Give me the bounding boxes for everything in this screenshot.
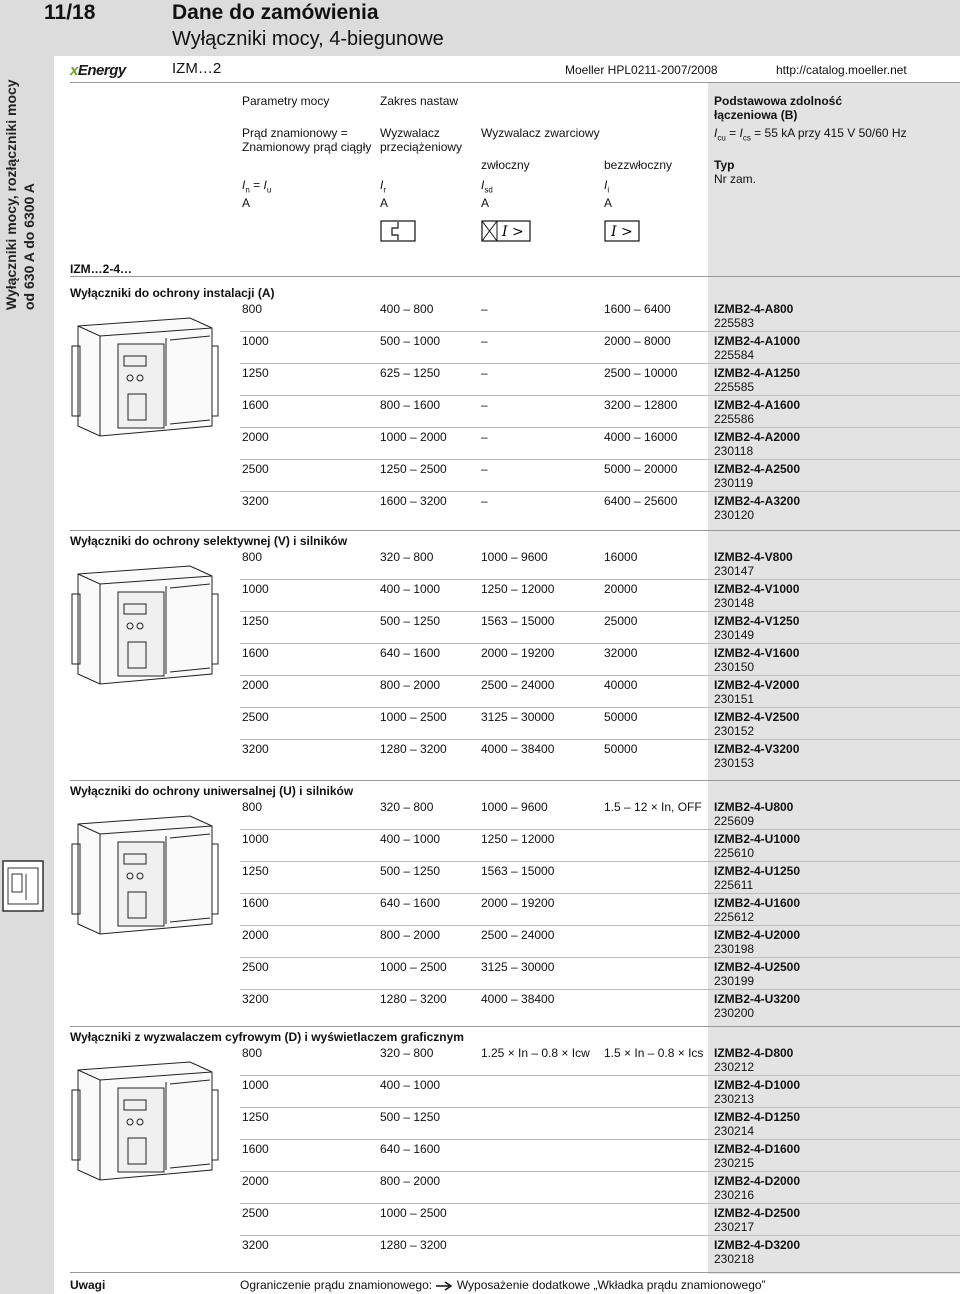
rated-current-cell: 1250 [242, 864, 269, 878]
type-code: IZMB2-4-V800 [714, 550, 793, 564]
circuit-breaker-illustration [70, 804, 220, 954]
type-code: IZMB2-4-A2000 [714, 430, 801, 444]
table-row [240, 676, 960, 708]
type-code: IZMB2-4-U800 [714, 800, 794, 814]
col-order-no: Nr zam. [714, 172, 756, 186]
circuit-breaker-illustration [70, 306, 220, 456]
rated-current-cell: 1250 [242, 1110, 269, 1124]
unit-in: A [242, 196, 251, 210]
table-row [240, 1108, 960, 1140]
instant-range-cell: 50000 [604, 710, 638, 724]
table-row [240, 548, 960, 580]
order-number: 225586 [714, 412, 755, 426]
type-code: IZMB2-4-A2500 [714, 462, 801, 476]
delayed-range-cell: 3125 – 30000 [481, 960, 555, 974]
table-row [240, 332, 960, 364]
instant-range-cell: 40000 [604, 678, 638, 692]
group-title: Wyłączniki do ochrony uniwersalnej (U) i silników [70, 784, 354, 798]
rated-current-cell: 3200 [242, 992, 269, 1006]
rated-current-cell: 3200 [242, 1238, 269, 1252]
delayed-range-cell: 4000 – 38400 [481, 992, 555, 1006]
order-number: 230150 [714, 660, 755, 674]
unit-ii: A [604, 196, 613, 210]
overload-range-cell: 1280 – 3200 [380, 742, 447, 756]
delayed-range-cell: 1250 – 12000 [481, 582, 555, 596]
table-row [240, 862, 960, 894]
sidebar-line-2 [20, 254, 38, 310]
col-short-circuit-release: Wyzwalacz zwarciowy [481, 126, 600, 140]
rated-current-cell: 1600 [242, 1142, 269, 1156]
thermal-release-icon [380, 220, 416, 245]
table-row [240, 492, 960, 524]
delayed-range-cell: – [481, 366, 488, 380]
delayed-range-cell: – [481, 334, 488, 348]
top-divider [70, 82, 960, 83]
sym-ii: $I_i$ [604, 178, 610, 195]
order-number: 230118 [714, 444, 754, 458]
col-delayed: zwłoczny [481, 158, 530, 172]
delayed-range-cell: 1000 – 9600 [481, 550, 548, 564]
table-row [240, 990, 960, 1022]
order-number: 230148 [714, 596, 755, 610]
type-code: IZMB2-4-A1000 [714, 334, 801, 348]
rated-current-cell: 1600 [242, 398, 269, 412]
instant-range-cell: 3200 – 12800 [604, 398, 678, 412]
group-title: Wyłączniki do ochrony instalacji (A) [70, 286, 275, 300]
order-number: 230215 [714, 1156, 755, 1170]
col-params: Parametry mocy [242, 94, 330, 108]
order-number: 230151 [714, 692, 755, 706]
order-number: 230153 [714, 756, 755, 770]
order-number: 225583 [714, 316, 755, 330]
type-code: IZMB2-4-A1250 [714, 366, 801, 380]
overload-range-cell: 400 – 1000 [380, 582, 441, 596]
instant-range-cell: 6400 – 25600 [604, 494, 678, 508]
rated-current-cell: 800 [242, 302, 263, 316]
delayed-range-cell: 1000 – 9600 [481, 800, 548, 814]
table-row [240, 894, 960, 926]
delayed-range-cell: 1563 – 15000 [481, 864, 555, 878]
instant-range-cell: 2500 – 10000 [604, 366, 678, 380]
overload-range-cell: 1600 – 3200 [380, 494, 447, 508]
delayed-range-cell: – [481, 462, 488, 476]
delayed-range-cell: 1563 – 15000 [481, 614, 555, 628]
overload-range-cell: 800 – 1600 [380, 398, 441, 412]
type-code: IZMB2-4-V2000 [714, 678, 800, 692]
table-row [240, 644, 960, 676]
instant-range-cell: 32000 [604, 646, 638, 660]
instant-range-cell: 50000 [604, 742, 638, 756]
order-number: 230214 [714, 1124, 755, 1138]
order-number: 230216 [714, 1188, 755, 1202]
rated-current-cell: 3200 [242, 742, 269, 756]
delayed-range-cell: – [481, 494, 488, 508]
overload-range-cell: 400 – 1000 [380, 832, 441, 846]
table-row [240, 740, 960, 772]
table-row [240, 1044, 960, 1076]
table-row [240, 708, 960, 740]
table-row [240, 958, 960, 990]
col-type: Typ [714, 158, 735, 172]
order-number: 225612 [714, 910, 755, 924]
table-row [240, 1204, 960, 1236]
overload-range-cell: 320 – 800 [380, 550, 434, 564]
type-code: IZMB2-4-U1600 [714, 896, 801, 910]
notes-label: Uwagi [70, 1278, 106, 1292]
delayed-range-cell: 2500 – 24000 [481, 678, 555, 692]
overload-range-cell: 320 – 800 [380, 800, 434, 814]
order-number: 230152 [714, 724, 755, 738]
group-divider [70, 530, 960, 531]
type-code: IZMB2-4-D2000 [714, 1174, 801, 1188]
rated-current-cell: 1250 [242, 366, 269, 380]
instant-range-cell: 5000 – 20000 [604, 462, 678, 476]
overload-range-cell: 1000 – 2000 [380, 430, 447, 444]
type-code: IZMB2-4-D3200 [714, 1238, 801, 1252]
order-number: 230213 [714, 1092, 755, 1106]
overload-range-cell: 640 – 1600 [380, 1142, 441, 1156]
group-divider [70, 780, 960, 781]
group-title: Wyłączniki z wyzwalaczem cyfrowym (D) i wyświetlaczem graficznym [70, 1030, 464, 1044]
overload-range-cell: 500 – 1250 [380, 1110, 441, 1124]
col-capacity: Podstawowa zdolność łączeniowa (B) [714, 94, 843, 122]
type-code: IZMB2-4-A800 [714, 302, 794, 316]
circuit-breaker-illustration [70, 554, 220, 704]
header-divider [70, 276, 960, 277]
type-code: IZMB2-4-U3200 [714, 992, 801, 1006]
overload-range-cell: 800 – 2000 [380, 928, 441, 942]
order-number: 230119 [714, 476, 754, 490]
order-number: 230149 [714, 628, 755, 642]
instant-range-cell: 16000 [604, 550, 638, 564]
instant-range-cell: 25000 [604, 614, 638, 628]
rated-current-cell: 1600 [242, 646, 269, 660]
type-code: IZMB2-4-U2500 [714, 960, 801, 974]
capacity-value: $I_{cu} = I_{cs} = 55$ kA przy 415 V 50/60 Hz [714, 126, 907, 143]
type-code: IZMB2-4-A1600 [714, 398, 801, 412]
page-number: 11/18 [44, 1, 96, 24]
type-code: IZMB2-4-V1600 [714, 646, 800, 660]
col-rated-current: Prąd znamionowy = Znamionowy prąd ciągły [242, 126, 372, 154]
col-undelayed: bezzwłoczny [604, 158, 673, 172]
page-header [0, 0, 960, 56]
order-number: 230212 [714, 1060, 755, 1074]
instant-range-cell: 1.5 – 12 × In, OFF [604, 800, 702, 814]
overload-range-cell: 320 – 800 [380, 1046, 434, 1060]
overload-range-cell: 625 – 1250 [380, 366, 441, 380]
type-code: IZMB2-4-U1000 [714, 832, 801, 846]
instant-range-cell: 2000 – 8000 [604, 334, 671, 348]
overload-range-cell: 400 – 800 [380, 302, 434, 316]
type-code: IZMB2-4-V1250 [714, 614, 800, 628]
rated-current-cell: 2500 [242, 960, 269, 974]
col-settings: Zakres nastaw [380, 94, 459, 108]
rated-current-cell: 2000 [242, 430, 269, 444]
instant-range-cell: 1.5 × In – 0.8 × Ics [604, 1046, 704, 1060]
page-title: Dane do zamówienia [172, 1, 379, 24]
delayed-range-cell: 3125 – 30000 [481, 710, 555, 724]
delayed-short-circuit-icon [481, 220, 531, 245]
rated-current-cell: 1600 [242, 896, 269, 910]
page-subtitle: Wyłączniki mocy, 4-biegunowe [172, 28, 444, 50]
delayed-range-cell: – [481, 398, 488, 412]
table-row [240, 460, 960, 492]
rated-current-cell: 800 [242, 800, 263, 814]
reference-arrow-icon [435, 1278, 453, 1292]
sym-in-iu: $I_n = I_u$ [242, 178, 272, 195]
overload-range-cell: 500 – 1250 [380, 614, 441, 628]
type-code: IZMB2-4-D1250 [714, 1110, 801, 1124]
table-row [240, 798, 960, 830]
rated-current-cell: 1000 [242, 582, 269, 596]
overload-range-cell: 500 – 1250 [380, 864, 441, 878]
overload-range-cell: 1280 – 3200 [380, 1238, 447, 1252]
overload-range-cell: 1000 – 2500 [380, 1206, 447, 1220]
rated-current-cell: 1250 [242, 614, 269, 628]
table-row [240, 396, 960, 428]
svg-text:I >: I > [611, 224, 633, 240]
type-code: IZMB2-4-V3200 [714, 742, 800, 756]
circuit-breaker-illustration [70, 1050, 220, 1200]
rated-current-cell: 1000 [242, 832, 269, 846]
table-row [240, 580, 960, 612]
catalog-url[interactable]: http://catalog.moeller.net [776, 63, 907, 77]
type-code: IZMB2-4-U1250 [714, 864, 801, 878]
group-title: Wyłączniki do ochrony selektywnej (V) i silników [70, 534, 348, 548]
overload-range-cell: 1280 – 3200 [380, 992, 447, 1006]
overload-range-cell: 1000 – 2500 [380, 960, 447, 974]
footer-note: Ograniczenie prądu znamionowego: Wyposażenie dodatkowe „Wkładka prądu znamionowego” [240, 1278, 766, 1292]
order-number: 225610 [714, 846, 755, 860]
svg-text:I >: I > [502, 224, 524, 240]
overload-range-cell: 640 – 1600 [380, 646, 441, 660]
brand-logo: xEnergy [70, 62, 126, 79]
overload-range-cell: 800 – 2000 [380, 678, 441, 692]
table-row [240, 1172, 960, 1204]
order-number: 230217 [714, 1220, 755, 1234]
rated-current-cell: 2500 [242, 1206, 269, 1220]
order-number: 225585 [714, 380, 755, 394]
rated-current-cell: 1000 [242, 334, 269, 348]
type-code: IZMB2-4-D800 [714, 1046, 794, 1060]
delayed-range-cell: 4000 – 38400 [481, 742, 555, 756]
series-label: IZM…2-4… [70, 262, 133, 276]
table-row [240, 1140, 960, 1172]
instant-range-cell: 4000 – 16000 [604, 430, 678, 444]
overload-range-cell: 500 – 1000 [380, 334, 441, 348]
product-thumbnail-icon [2, 860, 44, 912]
overload-range-cell: 640 – 1600 [380, 896, 441, 910]
delayed-range-cell: – [481, 302, 488, 316]
instant-range-cell: 20000 [604, 582, 638, 596]
order-number: 225609 [714, 814, 755, 828]
delayed-range-cell: 2000 – 19200 [481, 646, 555, 660]
order-number: 230200 [714, 1006, 755, 1020]
catalog-reference: Moeller HPL0211-2007/2008 [565, 63, 718, 77]
overload-range-cell: 1000 – 2500 [380, 710, 447, 724]
instant-range-cell: 1600 – 6400 [604, 302, 671, 316]
delayed-range-cell: 1250 – 12000 [481, 832, 555, 846]
group-divider [70, 1026, 960, 1027]
order-number: 225611 [714, 878, 754, 892]
sym-ir: $I_r$ [380, 178, 387, 195]
table-row [240, 1236, 960, 1268]
sym-isd: $I_{sd}$ [481, 178, 493, 195]
type-code: IZMB2-4-D1600 [714, 1142, 801, 1156]
overload-range-cell: 1250 – 2500 [380, 462, 447, 476]
sidebar-line-1 [2, 254, 20, 310]
order-number: 230147 [714, 564, 755, 578]
type-code: IZMB2-4-V1000 [714, 582, 800, 596]
order-number: 230199 [714, 974, 755, 988]
table-row [240, 612, 960, 644]
table-row [240, 830, 960, 862]
series-code: IZM…2 [172, 60, 222, 77]
overload-range-cell: 400 – 1000 [380, 1078, 441, 1092]
delayed-range-cell: 2500 – 24000 [481, 928, 555, 942]
rated-current-cell: 2000 [242, 678, 269, 692]
unit-ir: A [380, 196, 389, 210]
delayed-range-cell: 2000 – 19200 [481, 896, 555, 910]
table-row [240, 1076, 960, 1108]
table-row [240, 364, 960, 396]
type-code: IZMB2-4-D2500 [714, 1206, 801, 1220]
type-code: IZMB2-4-V2500 [714, 710, 800, 724]
rated-current-cell: 1000 [242, 1078, 269, 1092]
order-number: 230218 [714, 1252, 755, 1266]
table-row [240, 300, 960, 332]
rated-current-cell: 2000 [242, 1174, 269, 1188]
rated-current-cell: 800 [242, 550, 263, 564]
rated-current-cell: 800 [242, 1046, 263, 1060]
order-number: 225584 [714, 348, 755, 362]
rated-current-cell: 2500 [242, 462, 269, 476]
rated-current-cell: 2500 [242, 710, 269, 724]
instant-short-circuit-icon [604, 220, 640, 245]
unit-isd: A [481, 196, 490, 210]
col-overload-release: Wyzwalacz przeciążeniowy [380, 126, 463, 154]
footer-divider [70, 1272, 960, 1273]
rated-current-cell: 3200 [242, 494, 269, 508]
delayed-range-cell: 1.25 × In – 0.8 × Icw [481, 1046, 590, 1060]
order-number: 230120 [714, 508, 755, 522]
type-code: IZMB2-4-D1000 [714, 1078, 801, 1092]
delayed-range-cell: – [481, 430, 488, 444]
table-row [240, 428, 960, 460]
overload-range-cell: 800 – 2000 [380, 1174, 441, 1188]
order-number: 230198 [714, 942, 755, 956]
type-code: IZMB2-4-U2000 [714, 928, 801, 942]
type-code: IZMB2-4-A3200 [714, 494, 801, 508]
table-row [240, 926, 960, 958]
rated-current-cell: 2000 [242, 928, 269, 942]
sidebar-caption [2, 254, 38, 310]
